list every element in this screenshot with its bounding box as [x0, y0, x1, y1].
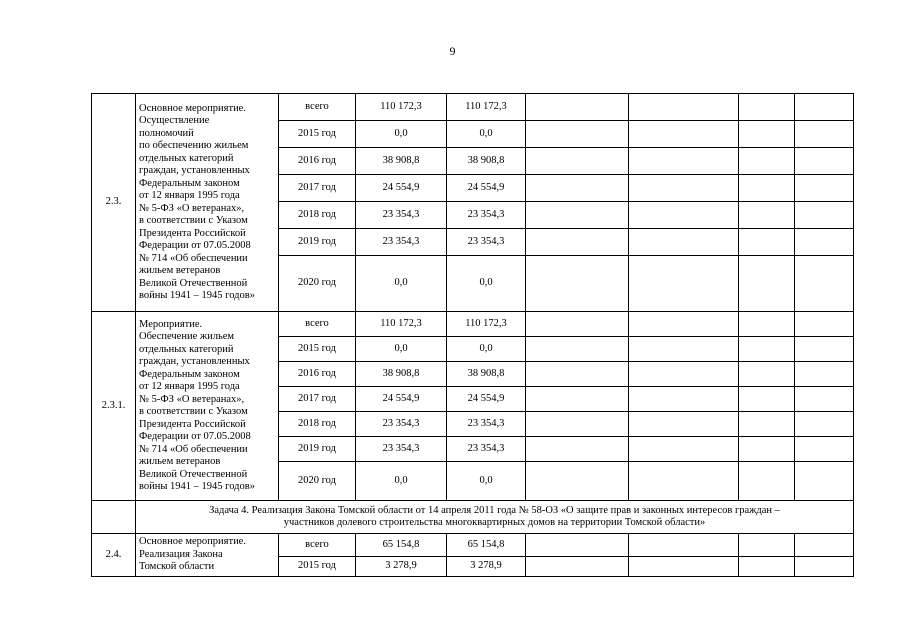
year-cell: 2018 год	[279, 412, 356, 437]
source-value: 110 172,3	[447, 94, 526, 121]
total-value: 0,0	[356, 121, 447, 148]
desc-line: Великой Отечественной	[139, 277, 248, 289]
row-number: 2.4.	[92, 534, 136, 577]
source-value: 65 154,8	[447, 534, 526, 557]
desc-line: Реализация Закона	[139, 548, 223, 560]
desc-line: Президента Российской	[139, 418, 246, 430]
table-row	[92, 94, 854, 121]
year-cell: 2017 год	[279, 387, 356, 412]
total-value: 24 554,9	[356, 175, 447, 202]
total-value: 3 278,9	[356, 557, 447, 577]
year-cell: 2017 год	[279, 175, 356, 202]
desc-line: полномочий	[139, 127, 194, 139]
year-cell: 2016 год	[279, 148, 356, 175]
desc-line: Обеспечение жильем	[139, 331, 235, 342]
source-value: 23 354,3	[447, 437, 526, 462]
total-value: 0,0	[356, 337, 447, 362]
desc-line: № 714 «Об обеспечении	[139, 443, 248, 455]
desc-line: от 12 января 1995 года	[139, 190, 240, 201]
row-number: 2.3.	[92, 94, 136, 312]
desc-line: жильем ветеранов	[139, 265, 221, 276]
desc-line: войны 1941 – 1945 годов»	[139, 290, 255, 301]
total-value: 23 354,3	[356, 202, 447, 229]
source-value: 38 908,8	[447, 148, 526, 175]
year-cell: 2020 год	[279, 462, 356, 501]
source-value: 0,0	[447, 462, 526, 501]
desc-line: Основное мероприятие.	[139, 536, 246, 548]
desc-line: № 5-ФЗ «О ветеранах»,	[139, 393, 245, 405]
source-value: 110 172,3	[447, 312, 526, 337]
desc-line: войны 1941 – 1945 годов»	[139, 481, 255, 492]
table-row	[92, 312, 854, 337]
desc-line: Президента Российской	[139, 227, 246, 239]
year-cell: 2015 год	[279, 557, 356, 577]
desc-line: отдельных категорий	[139, 152, 234, 164]
desc-line: Федерации от 07.05.2008	[139, 240, 251, 251]
year-cell: 2015 год	[279, 121, 356, 148]
desc-line: № 714 «Об обеспечении	[139, 252, 248, 264]
task-line: Задача 4. Реализация Закона Томской области от 14 апреля 2011 года № 58-ОЗ «О защите прав и законных интересов граждан –	[209, 504, 780, 516]
desc-line: Федеральным законом	[139, 177, 240, 189]
source-value: 24 554,9	[447, 175, 526, 202]
desc-line: граждан, установленных	[139, 356, 250, 367]
desc-line: в соответствии с Указом	[139, 215, 248, 226]
total-value: 23 354,3	[356, 229, 447, 256]
total-value: 38 908,8	[356, 362, 447, 387]
year-cell: 2019 год	[279, 229, 356, 256]
desc-line: в соответствии с Указом	[139, 406, 248, 417]
total-value: 110 172,3	[356, 312, 447, 337]
measure-description	[136, 534, 279, 577]
source-value: 0,0	[447, 256, 526, 312]
total-value: 38 908,8	[356, 148, 447, 175]
task-row	[92, 501, 854, 534]
year-cell: 2019 год	[279, 437, 356, 462]
desc-line: Томской области	[139, 561, 215, 573]
desc-line: от 12 января 1995 года	[139, 381, 240, 392]
year-cell: 2015 год	[279, 337, 356, 362]
table-row	[92, 534, 854, 557]
desc-line: отдельных категорий	[139, 343, 234, 355]
desc-line: Федерации от 07.05.2008	[139, 431, 251, 442]
desc-line: жильем ветеранов	[139, 456, 221, 467]
desc-line: № 5-ФЗ «О ветеранах»,	[139, 202, 245, 214]
year-cell: 2018 год	[279, 202, 356, 229]
total-value: 65 154,8	[356, 534, 447, 557]
source-value: 0,0	[447, 337, 526, 362]
source-value: 3 278,9	[447, 557, 526, 577]
total-value: 23 354,3	[356, 437, 447, 462]
year-cell: всего	[279, 534, 356, 557]
total-value: 110 172,3	[356, 94, 447, 121]
desc-line: Осуществление	[139, 115, 210, 126]
task-heading	[136, 501, 854, 534]
source-value: 0,0	[447, 121, 526, 148]
page-number: 9	[449, 44, 456, 58]
desc-line: Великой Отечественной	[139, 468, 248, 480]
desc-line: Мероприятие.	[139, 318, 203, 330]
desc-line: по обеспечению жильем	[139, 140, 249, 151]
source-value: 23 354,3	[447, 202, 526, 229]
year-cell: 2016 год	[279, 362, 356, 387]
source-value: 23 354,3	[447, 412, 526, 437]
total-value: 24 554,9	[356, 387, 447, 412]
source-value: 38 908,8	[447, 362, 526, 387]
year-cell: всего	[279, 94, 356, 121]
total-value: 0,0	[356, 462, 447, 501]
row-number: 2.3.1.	[92, 312, 136, 501]
total-value: 0,0	[356, 256, 447, 312]
total-value: 23 354,3	[356, 412, 447, 437]
desc-line: Федеральным законом	[139, 368, 240, 380]
desc-line: граждан, установленных	[139, 165, 250, 176]
measure-description	[136, 94, 279, 312]
source-value: 24 554,9	[447, 387, 526, 412]
desc-line: Основное мероприятие.	[139, 102, 246, 114]
budget-table	[91, 93, 854, 577]
task-line: участников долевого строительства многоквартирных домов на территории Томской области»	[283, 517, 706, 528]
year-cell: 2020 год	[279, 256, 356, 312]
source-value: 23 354,3	[447, 229, 526, 256]
measure-description	[136, 312, 279, 501]
year-cell: всего	[279, 312, 356, 337]
